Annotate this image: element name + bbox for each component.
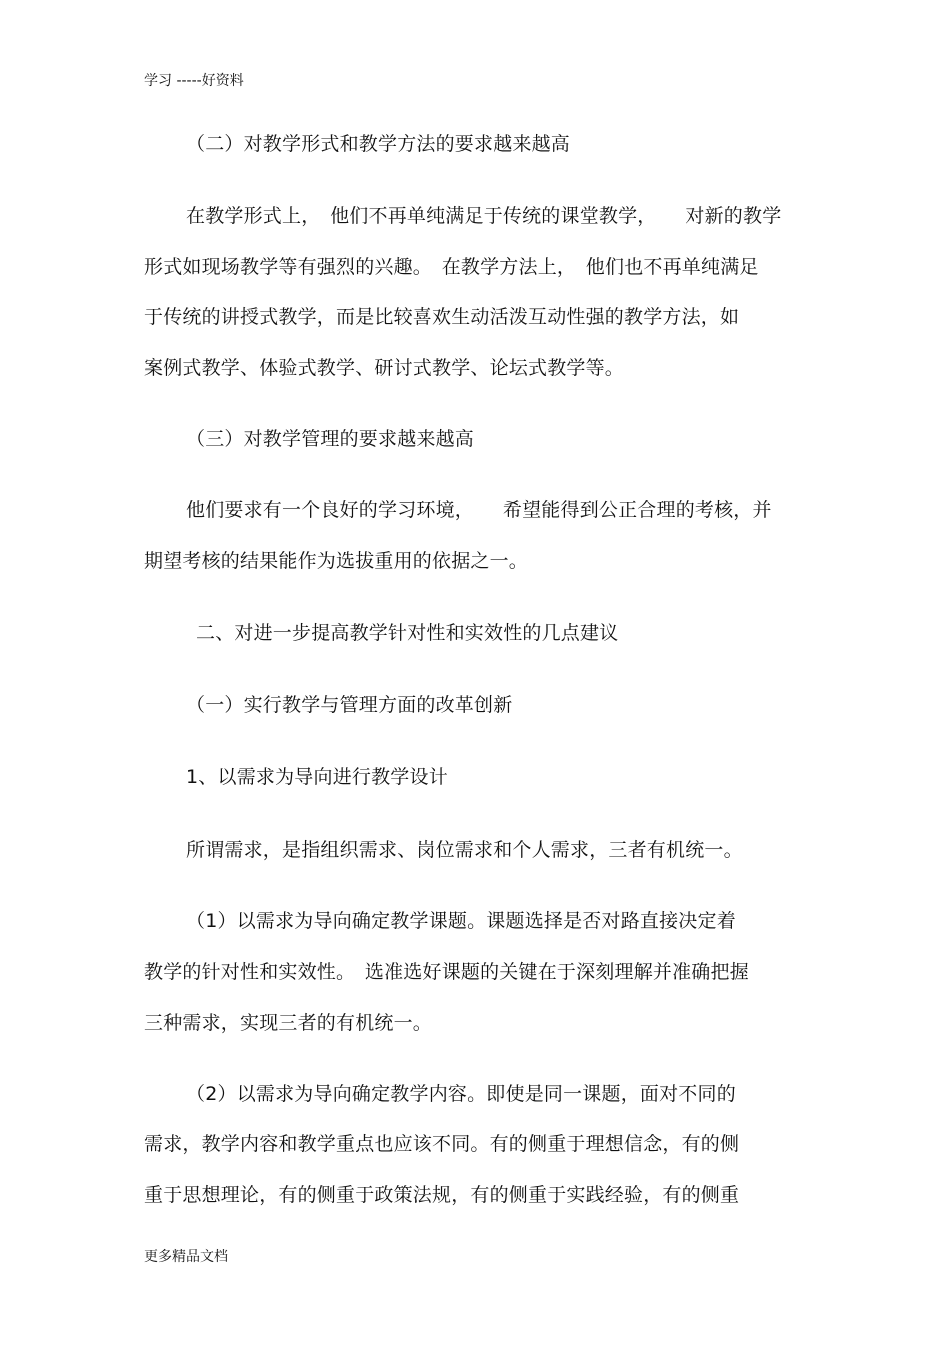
paragraph-line: 于传统的讲授式教学，而是比较喜欢生动活泼互动性强的教学方法，如 bbox=[144, 306, 740, 328]
heading-reform-innovation: （一）实行教学与管理方面的改革创新 bbox=[186, 694, 513, 716]
paragraph-line: 三种需求，实现三者的有机统一。 bbox=[144, 1012, 433, 1034]
heading-demand-oriented-design: 1、以需求为导向进行教学设计 bbox=[186, 766, 448, 788]
paragraph-line: （1）以需求为导向确定教学课题。课题选择是否对路直接决定着 bbox=[186, 910, 736, 932]
paragraph-line: 案例式教学、体验式教学、研讨式教学、论坛式教学等。 bbox=[144, 357, 625, 379]
page-header: 学习 -----好资料 bbox=[144, 73, 244, 89]
paragraph-line: 需求，教学内容和教学重点也应该不同。有的侧重于理想信念，有的侧 bbox=[144, 1133, 740, 1155]
heading-suggestions: 二、对进一步提高教学针对性和实效性的几点建议 bbox=[196, 622, 619, 644]
paragraph-line: 所谓需求，是指组织需求、岗位需求和个人需求，三者有机统一。 bbox=[186, 839, 743, 861]
paragraph-line: 教学的针对性和实效性。 选准选好课题的关键在于深刻理解并准确把握 bbox=[144, 961, 749, 983]
heading-teaching-management: （三）对教学管理的要求越来越高 bbox=[186, 428, 475, 450]
paragraph-line: 重于思想理论，有的侧重于政策法规，有的侧重于实践经验，有的侧重 bbox=[144, 1184, 740, 1206]
paragraph-line: 形式如现场教学等有强烈的兴趣。 在教学方法上， 他们也不再单纯满足 bbox=[144, 256, 759, 278]
paragraph-line: 在教学形式上， 他们不再单纯满足于传统的课堂教学， 对新的教学 bbox=[186, 205, 782, 227]
paragraph-line: （2）以需求为导向确定教学内容。即使是同一课题，面对不同的 bbox=[186, 1083, 736, 1105]
paragraph-line: 期望考核的结果能作为选拔重用的依据之一。 bbox=[144, 550, 529, 572]
paragraph-line: 他们要求有一个良好的学习环境， 希望能得到公正合理的考核，并 bbox=[186, 499, 772, 521]
page-footer: 更多精品文档 bbox=[144, 1249, 228, 1265]
heading-teaching-form-method: （二）对教学形式和教学方法的要求越来越高 bbox=[186, 133, 571, 155]
